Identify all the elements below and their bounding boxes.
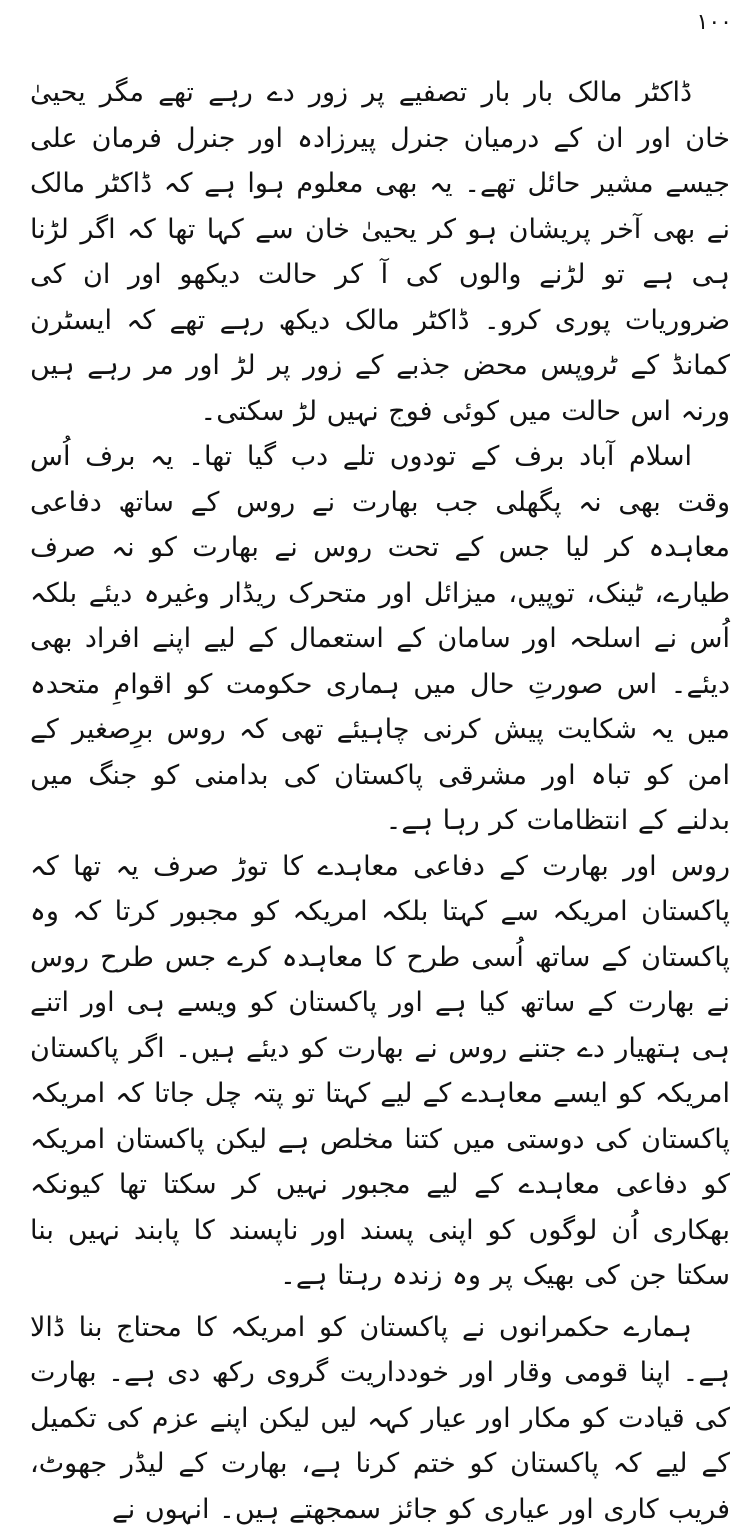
page-number: ۱۰۰ bbox=[697, 12, 732, 34]
paragraph-dr-malik: ڈاکٹر مالک بار بار تصفیے پر زور دے رہے تھے مگر یحییٰ خان اور ان کے درمیان جنرل پیرزادہ اور جنرل فرمان علی جیسے مشیر حائل تھے۔ یہ بھی معلوم ہوا ہے کہ ڈاکٹر مالک نے بھی آخر پریشان ہو کر یحییٰ خان سے کہا تھا کہ اگر لڑنا ہی ہے تو لڑنے والوں کی آ کر حالت دیکھو اور ان کی ضروریات پوری کرو۔ ڈاکٹر مالک دیکھ رہے تھے کہ ایسٹرن کمانڈ کے ٹروپس محض جذبے کے زور پر لڑ اور مر رہے ہیں ورنہ اس حالت میں کوئی فوج نہیں لڑ سکتی۔ bbox=[30, 70, 730, 434]
paragraph-defense-pact: روس اور بھارت کے دفاعی معاہدے کا توڑ صرف یہ تھا کہ پاکستان امریکہ سے کہتا بلکہ امریکہ کو مجبور کرتا کہ وہ پاکستان کے ساتھ اُسی طرح کا معاہدہ کرے جس طرح روس نے بھارت کے ساتھ کیا ہے اور پاکستان کو ویسے ہی اور اتنے ہی ہتھیار دے جتنے روس نے بھارت کو دیئے ہیں۔ اگر پاکستان امریکہ کو ایسے معاہدے کے لیے کہتا تو پتہ چل جاتا کہ امریکہ پاکستان کی دوستی میں کتنا مخلص ہے لیکن پاکستان امریکہ کو دفاعی معاہدے کے لیے مجبور نہیں کر سکتا تھا کیونکہ بھکاری اُن لوگوں کو اپنی پسند اور ناپسند کا پابند نہیں بنا سکتا جن کی بھیک پر وہ زندہ رہتا ہے۔ bbox=[30, 844, 730, 1299]
body-text bbox=[30, 70, 730, 1532]
paragraph-rulers: ہمارے حکمرانوں نے پاکستان کو امریکہ کا محتاج بنا ڈالا ہے۔ اپنا قومی وقار اور خودداریت گروی رکھ دی ہے۔ بھارت کی قیادت کو مکار اور عیار کہہ لیں لیکن اپنے عزم کی تکمیل کے لیے کہ پاکستان کو ختم کرنا ہے، بھارت کے لیڈر جھوٹ، فریب کاری اور عیاری کو جائز سمجھتے ہیں۔ انہوں نے bbox=[30, 1305, 730, 1532]
paragraph-islamabad-ice: اسلام آباد برف کے تودوں تلے دب گیا تھا۔ یہ برف اُس وقت بھی نہ پگھلی جب بھارت نے روس کے ساتھ دفاعی معاہدہ کر لیا جس کے تحت روس نے بھارت کو نہ صرف طیارے، ٹینک، توپیں، میزائل اور متحرک ریڈار وغیرہ دیئے بلکہ اُس نے اسلحہ اور سامان کے استعمال کے لیے اپنے افراد بھی دیئے۔ اس صورتِ حال میں ہماری حکومت کو اقوامِ متحدہ میں یہ شکایت پیش کرنی چاہیئے تھی کہ روس برِصغیر کے امن کو تباہ اور مشرقی پاکستان کی بدامنی کو جنگ میں بدلنے کے انتظامات کر رہا ہے۔ bbox=[30, 434, 730, 844]
